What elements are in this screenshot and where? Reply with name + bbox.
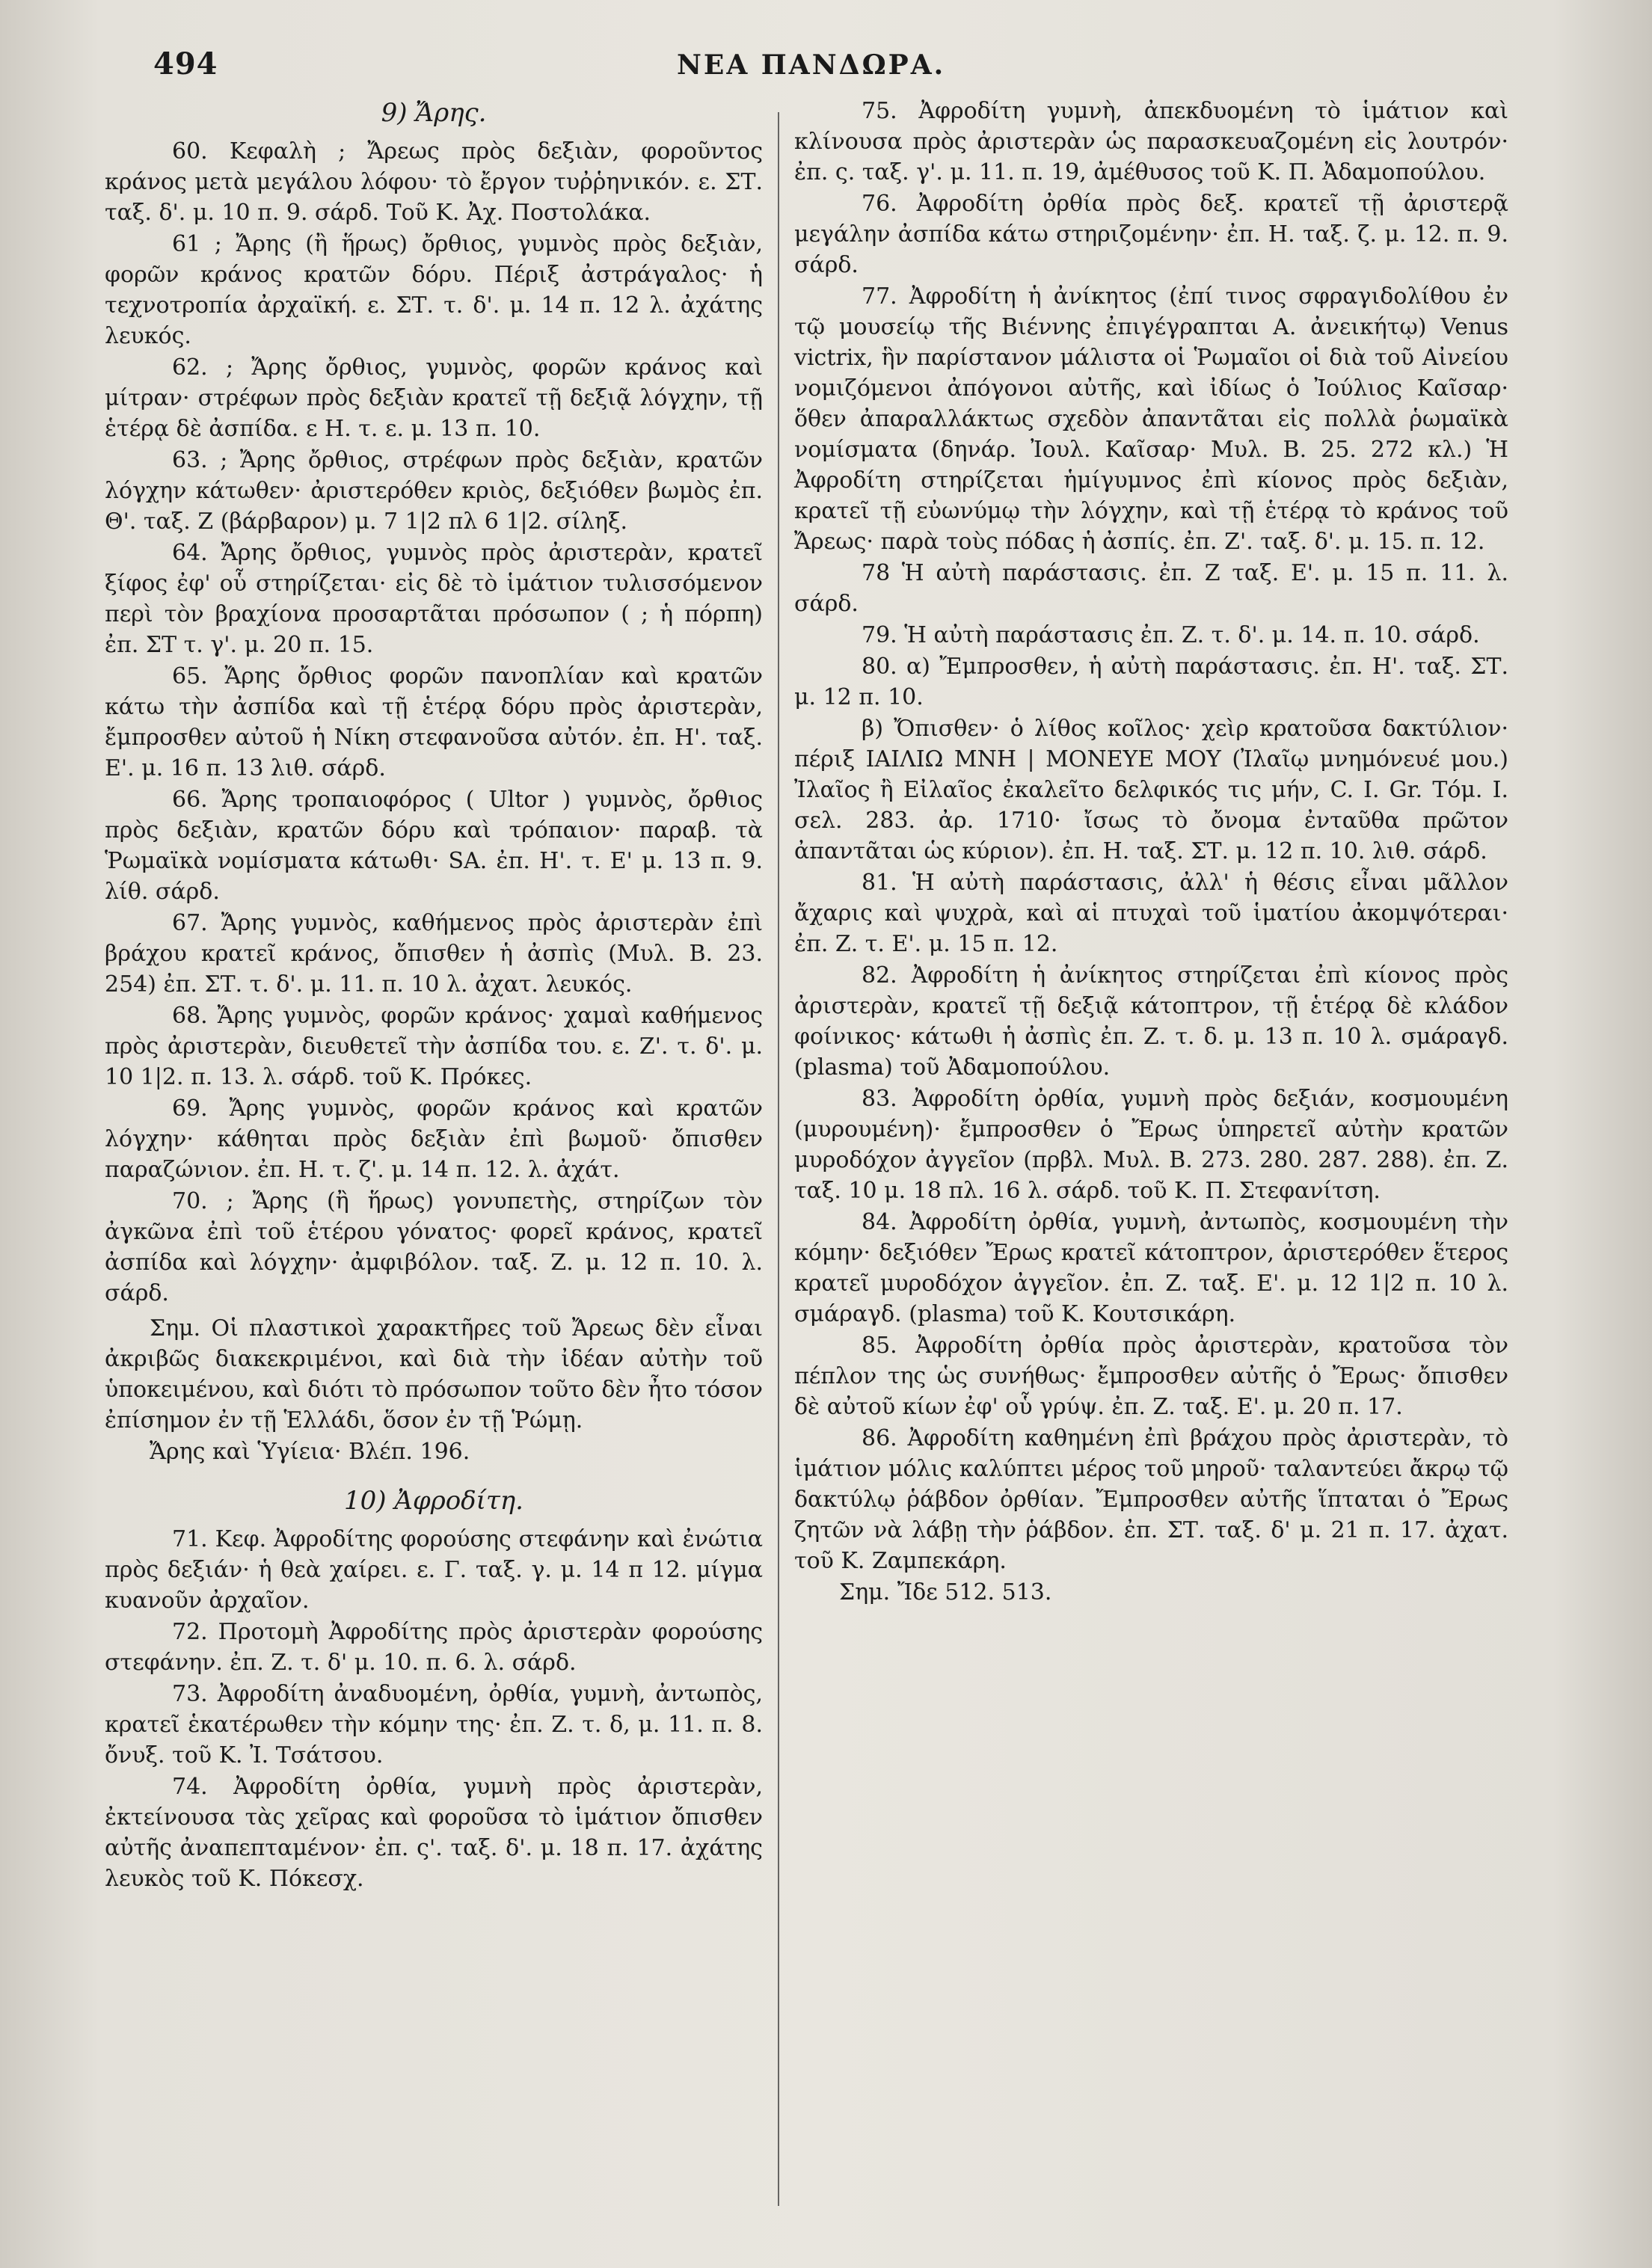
catalog-entry-85: 85. Ἀφροδίτη ὀρθία πρὸς ἀριστερὰν, κρατοῦσα τὸν πέπλον της ὡς συνήθως· ἔμπροσθεν αὐτῆς ὁ Ἔρως· ὄπισθεν δὲ αὐτοῦ κίων ἐφ' οὗ γρύψ. ἐπ. Ζ. ταξ. Ε'. μ. 20 π. 17. xyxy=(794,1333,1508,1420)
catalog-entry-75: 75. Ἀφροδίτη γυμνὴ, ἀπεκδυομένη τὸ ἱμάτιον καὶ κλίνουσα πρὸς ἀριστερὰν ὡς παρασκευαζομένη εἰς λουτρόν· ἐπ. ς. ταξ. γ'. μ. 11. π. 19, ἀμέθυσος τοῦ Κ. Π. Ἀδαμοπούλου. xyxy=(794,98,1508,185)
note-line: Ἄρης καὶ Ὑγίεια· Βλέπ. 196. xyxy=(150,1439,470,1465)
catalog-entry-71: 71. Κεφ. Ἀφροδίτης φορούσης στεφάνην καὶ ἐνώτια πρὸς δεξιάν· ἡ θεὰ χαίρει. ε. Γ. ταξ. γ. μ. 14 π 12. μίγμα κυανοῦν ἀρχαῖον. xyxy=(105,1526,763,1614)
catalog-entry-65: 65. Ἄρης ὄρθιος φορῶν πανοπλίαν καὶ κρατῶν κάτω τὴν ἀσπίδα καὶ τῇ ἑτέρᾳ δόρυ πρὸς ἀριστερὰν, ἔμπροσθεν αὐτοῦ ἡ Νίκη στεφανοῦσα αὐτόν. ἐπ. Η'. ταξ. Ε'. μ. 16 π. 13 λιθ. σάρδ. xyxy=(105,663,763,781)
catalog-entry-86: 86. Ἀφροδίτη καθημένη ἐπὶ βράχου πρὸς ἀριστερὰν, τὸ ἱμάτιον μόλις καλύπτει μέρος τοῦ μηροῦ· ταλαντεύει ἄκρῳ τῷ δακτύλῳ ῥάβδον ὀρθίαν. Ἔμπροσθεν αὐτῆς ἵπταται ὁ Ἔρως ζητῶν νὰ λάβῃ τὴν ῥάβδον. ἐπ. ΣΤ. ταξ. δ' μ. 21 π. 17. ἀχατ. τοῦ Κ. Ζαμπεκάρη. xyxy=(794,1425,1508,1574)
catalog-entry-81: 81. Ἡ αὐτὴ παράστασις, ἀλλ' ἡ θέσις εἶναι μᾶλλον ἄχαρις καὶ ψυχρὰ, καὶ αἱ πτυχαὶ τοῦ ἱματίου ἀκομψότεραι· ἐπ. Ζ. τ. Ε'. μ. 15 π. 12. xyxy=(794,870,1508,957)
catalog-entry-83: 83. Ἀφροδίτη ὀρθία, γυμνὴ πρὸς δεξιάν, κοσμουμένη (μυρουμένη)· ἔμπροσθεν ὁ Ἔρως ὑπηρετεῖ αὐτὴν κρατῶν μυροδόχον ἀγγεῖον (πρβλ. Μυλ. Β. 273. 280. 287. 288). ἐπ. Ζ. ταξ. 10 μ. 18 πλ. 16 λ. σάρδ. τοῦ Κ. Π. Στεφανίτση. xyxy=(794,1086,1508,1204)
catalog-entry-77: 77. Ἀφροδίτη ἡ ἀνίκητος (ἐπί τινος σφραγιδολίθου ἐν τῷ μουσείῳ τῆς Βιέννης ἐπιγέγραπται Α. ἀνεικήτῳ) Venus victrix, ἣν παρίστανον μάλιστα οἱ Ῥωμαῖοι οἱ διὰ τοῦ Αἰνείου νομιζόμενοι ἀπόγονοι αὐτῆς, καὶ ἰδίως ὁ Ἰούλιος Καῖσαρ· ὅθεν ἀπαραλλάκτως σχεδὸν ἀπαντᾶται εἰς πολλὰ ῥωμαϊκὰ νομίσματα (δηνάρ. Ἰουλ. Καῖσαρ· Μυλ. Β. 25. 272 κλ.) Ἡ Ἀφροδίτη στηρίζεται ἡμίγυμνος ἐπὶ κίονος πρὸς δεξιὰν, κρατεῖ τῇ εὐωνύμῳ τὴν λόγχην, καὶ τῇ ἑτέρᾳ τὸ κράνος τοῦ Ἄρεως· παρὰ τοὺς πόδας ἡ ἀσπίς. ἐπ. Ζ'. ταξ. δ'. μ. 15. π. 12. xyxy=(794,283,1508,555)
section-heading-aphrodite: 10) Ἀφροδίτη. xyxy=(344,1486,523,1516)
catalog-entry-61: 61 ; Ἄρης (ἢ ἥρως) ὄρθιος, γυμνὸς πρὸς δεξιὰν, φορῶν κράνος κρατῶν δόρυ. Πέριξ ἀστράγαλος· ἡ τεχνοτροπία ἀρχαϊκή. ε. ΣΤ. τ. δ'. μ. 14 π. 12 λ. ἀχάτης λευκός. xyxy=(105,231,763,349)
catalog-entry-72: 72. Προτομὴ Ἀφροδίτης πρὸς ἀριστερὰν φορούσης στεφάνην. ἐπ. Ζ. τ. δ' μ. 10. π. 6. λ. σάρδ. xyxy=(105,1619,763,1676)
note-aphrodite: Σημ. Ἴδε 512. 513. xyxy=(839,1579,1052,1605)
left-column xyxy=(105,96,763,1895)
column-divider xyxy=(778,112,779,2206)
running-title: ΝΕΑ ΠΑΝΔΩΡΑ. xyxy=(677,49,946,81)
catalog-entry-64: 64. Ἄρης ὄρθιος, γυμνὸς πρὸς ἀριστερὰν, κρατεῖ ξίφος ἐφ' οὗ στηρίζεται· εἰς δὲ τὸ ἱμάτιον τυλισσόμενον περὶ τὸν βραχίονα προσαρτᾶται πρόσωπον ( ; ἡ πόρπη) ἐπ. ΣΤ τ. γ'. μ. 20 π. 15. xyxy=(105,540,763,658)
catalog-entry-60: 60. Κεφαλὴ ; Ἄρεως πρὸς δεξιὰν, φοροῦντος κράνος μετὰ μεγάλου λόφου· τὸ ἔργον τυῤῥηνικόν. ε. ΣΤ. ταξ. δ'. μ. 10 π. 9. σάρδ. Τοῦ Κ. Ἀχ. Ποστολάκα. xyxy=(105,138,763,226)
catalog-entry-68: 68. Ἄρης γυμνὸς, φορῶν κράνος· χαμαὶ καθήμενος πρὸς ἀριστερὰν, διευθετεῖ τὴν ἀσπίδα του. ε. Ζ'. τ. δ'. μ. 10 1|2. π. 13. λ. σάρδ. τοῦ Κ. Πρόκες. xyxy=(105,1003,763,1090)
catalog-entry-80b: β) Ὄπισθεν· ὁ λίθος κοῖλος· χεὶρ κρατοῦσα δακτύλιον· πέριξ ΙΑΙΛΙΩ ΜΝΗ | ΜΟΝΕΥΕ ΜΟΥ (Ἰλαῖῳ μνημόνευέ μου.) Ἰλαῖος ἢ Εἰλαῖος ἐκαλεῖτο δελφικός τις μήν, C. I. Gr. Τόμ. I. σελ. 283. ἀρ. 1710· ἴσως τὸ ὄνομα ἐνταῦθα πρῶτον ἀπαντᾶται ὡς κύριον). ἐπ. Η. ταξ. ΣΤ. μ. 12 π. 10. λιθ. σάρδ. xyxy=(794,716,1508,864)
catalog-entry-63: 63. ; Ἄρης ὄρθιος, στρέφων πρὸς δεξιὰν, κρατῶν λόγχην κάτωθεν· ἀριστερόθεν κριὸς, δεξιόθεν βωμὸς ἐπ. Θ'. ταξ. Ζ (βάρβαρον) μ. 7 1|2 πλ 6 1|2. σίληξ. xyxy=(105,447,763,535)
catalog-entry-69: 69. Ἄρης γυμνὸς, φορῶν κράνος καὶ κρατῶν λόγχην· κάθηται πρὸς δεξιὰν ἐπὶ βωμοῦ· ὄπισθεν παραζώνιον. ἐπ. Η. τ. ζ'. μ. 14 π. 12. λ. ἀχάτ. xyxy=(105,1095,763,1183)
catalog-entry-84: 84. Ἀφροδίτη ὀρθία, γυμνὴ, ἀντωπὸς, κοσμουμένη τὴν κόμην· δεξιόθεν Ἔρως κρατεῖ κάτοπτρον, ἀριστερόθεν ἕτερος κρατεῖ μυροδόχον ἀγγεῖον. ἐπ. Ζ. ταξ. Ε'. μ. 12 1|2 π. 10 λ. σμάραγδ. (plasma) τοῦ Κ. Κουτσικάρη. xyxy=(794,1209,1508,1327)
catalog-entry-74: 74. Ἀφροδίτη ὀρθία, γυμνὴ πρὸς ἀριστερὰν, ἐκτείνουσα τὰς χεῖρας καὶ φοροῦσα τὸ ἱμάτιον ὄπισθεν αὐτῆς ἀναπεπταμένον· ἐπ. ς'. ταξ. δ'. μ. 18 π. 17. ἀχάτης λευκὸς τοῦ Κ. Πόκεσχ. xyxy=(105,1774,763,1892)
page-number: 494 xyxy=(153,46,218,82)
catalog-entry-67: 67. Ἄρης γυμνὸς, καθήμενος πρὸς ἀριστερὰν ἐπὶ βράχου κρατεῖ κράνος, ὄπισθεν ἡ ἀσπὶς (Μυλ. Β. 23. 254) ἐπ. ΣΤ. τ. δ'. μ. 11. π. 10 λ. ἀχατ. λευκός. xyxy=(105,910,763,998)
catalog-entry-66: 66. Ἄρης τροπαιοφόρος ( Ultor ) γυμνὸς, ὄρθιος πρὸς δεξιὰν, κρατῶν δόρυ καὶ τρόπαιον· παραβ. τὰ Ῥωμαϊκὰ νομίσματα κάτωθι· SA. ἐπ. Η'. τ. Ε' μ. 13 π. 9. λίθ. σάρδ. xyxy=(105,787,763,905)
section-heading-ares: 9) Ἄρης. xyxy=(381,98,487,128)
catalog-entry-62: 62. ; Ἄρης ὄρθιος, γυμνὸς, φορῶν κράνος καὶ μίτραν· στρέφων πρὸς δεξιὰν κρατεῖ τῇ δεξιᾷ λόγχην, τῇ ἑτέρᾳ δὲ ἀσπίδα. ε Η. τ. ε. μ. 13 π. 10. xyxy=(105,354,763,442)
note-line: Σημ. Οἱ πλαστικοὶ χαρακτῆρες τοῦ Ἄρεως δὲν εἶναι ἀκριβῶς διακεκριμένοι, καὶ διὰ τὴν ἰδέαν αὐτὴν τοῦ ὑποκειμένου, καὶ διότι τὸ πρόσωπον τοῦτο δὲν ἦτο τόσον ἐπίσημον ἐν τῇ Ἑλλάδι, ὅσον ἐν τῇ Ῥώμῃ. xyxy=(105,1315,763,1433)
catalog-entry-79: 79. Ἡ αὐτὴ παράστασις ἐπ. Ζ. τ. δ'. μ. 14. π. 10. σάρδ. xyxy=(862,622,1480,648)
page-header xyxy=(0,46,1652,91)
catalog-entry-76: 76. Ἀφροδίτη ὀρθία πρὸς δεξ. κρατεῖ τῇ ἀριστερᾷ μεγάλην ἀσπίδα κάτω στηριζομένην· ἐπ. Η. ταξ. ζ. μ. 12. π. 9. σάρδ. xyxy=(794,191,1508,278)
catalog-entry-70: 70. ; Ἄρης (ἢ ἥρως) γονυπετὴς, στηρίζων τὸν ἀγκῶνα ἐπὶ τοῦ ἑτέρου γόνατος· φορεῖ κράνος, κρατεῖ ἀσπίδα καὶ λόγχην· ἀμφιβόλον. ταξ. Ζ. μ. 12 π. 10. λ. σάρδ. xyxy=(105,1188,763,1306)
right-column xyxy=(794,96,1508,1608)
note-ares xyxy=(105,1313,763,1467)
catalog-entry-78: 78 Ἡ αὐτὴ παράστασις. ἐπ. Ζ ταξ. Ε'. μ. 15 π. 11. λ. σάρδ. xyxy=(794,560,1508,617)
catalog-entry-73: 73. Ἀφροδίτη ἀναδυομένη, ὀρθία, γυμνὴ, ἀντωπὸς, κρατεῖ ἑκατέρωθεν τὴν κόμην της· ἐπ. Ζ. τ. δ, μ. 11. π. 8. ὄνυξ. τοῦ Κ. Ἰ. Τσάτσου. xyxy=(105,1681,763,1768)
catalog-entry-80a: 80. α) Ἔμπροσθεν, ἡ αὐτὴ παράστασις. ἐπ. Η'. ταξ. ΣΤ. μ. 12 π. 10. xyxy=(794,654,1508,710)
catalog-entry-82: 82. Ἀφροδίτη ἡ ἀνίκητος στηρίζεται ἐπὶ κίονος πρὸς ἀριστερὰν, κρατεῖ τῇ δεξιᾷ κάτοπτρον, τῇ ἑτέρᾳ δὲ κλάδον φοίνικος· κάτωθι ἡ ἀσπὶς ἐπ. Ζ. τ. δ. μ. 13 π. 10 λ. σμάραγδ. (plasma) τοῦ Ἀδαμοπούλου. xyxy=(794,962,1508,1081)
